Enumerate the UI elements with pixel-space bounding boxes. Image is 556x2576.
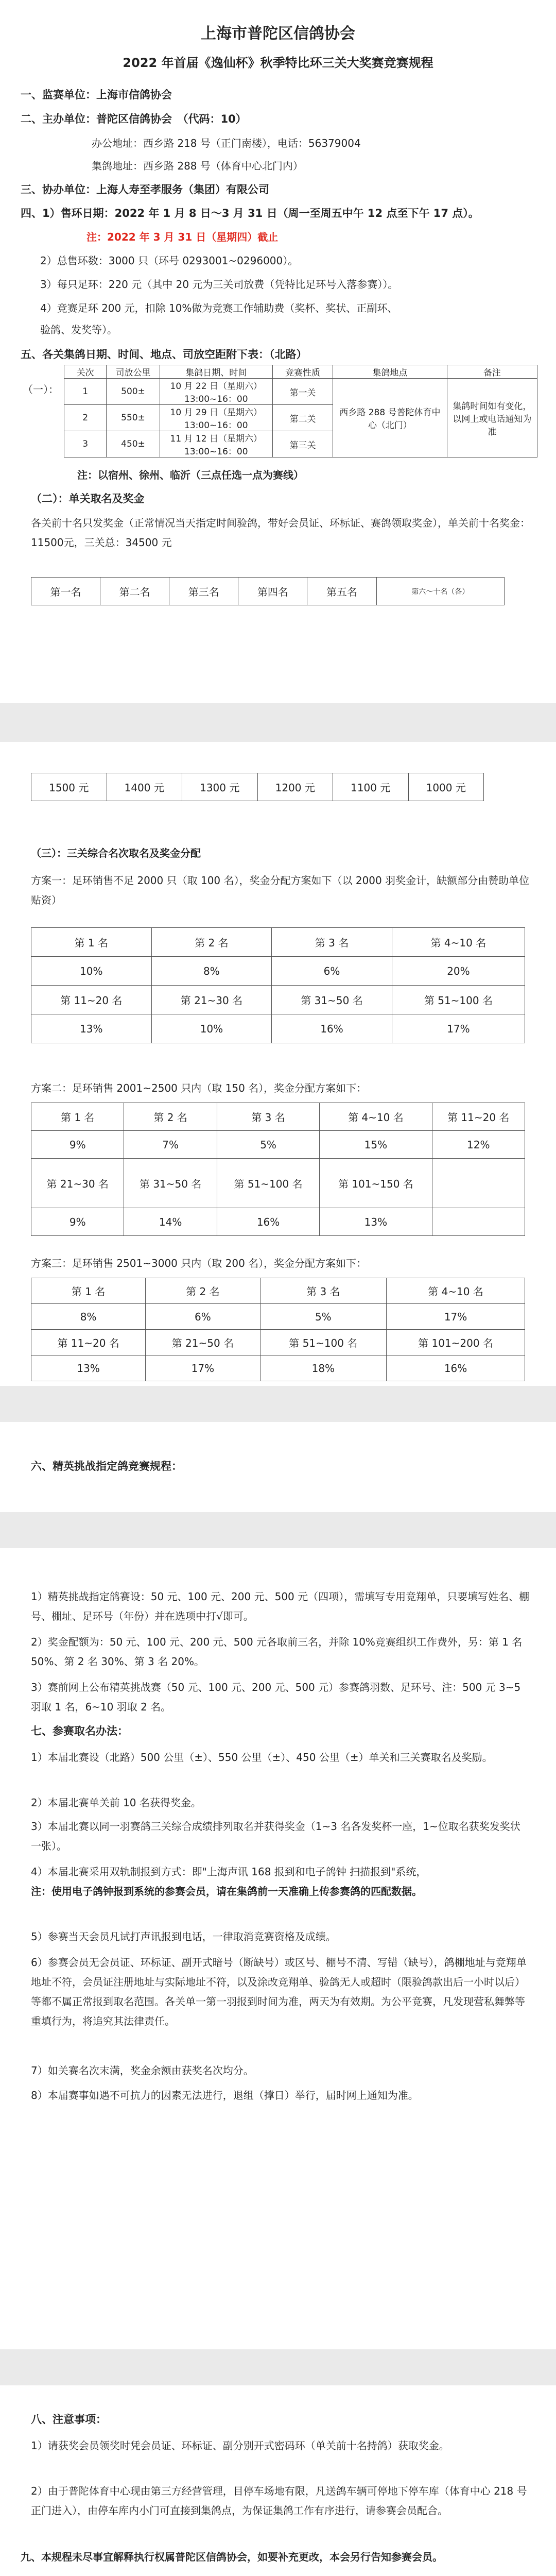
stage-date: 10 月 22 日（星期六） 13:00~16：00 (160, 379, 272, 405)
prize-rank: 第五名 (307, 578, 376, 605)
section-single-prize: （二）：单关取名及奖金 (31, 493, 145, 505)
prize-rank: 第二名 (100, 578, 169, 605)
table-row (31, 1159, 525, 1208)
table-cell: 17% (146, 1355, 260, 1381)
table-cell: 第 21~50 名 (146, 1330, 260, 1355)
prize-value: 1200 元 (257, 773, 333, 801)
table-cell: 第 2 名 (146, 1278, 260, 1304)
table-cell: 12% (432, 1131, 525, 1159)
stage-type: 第三关 (272, 431, 333, 457)
prize-value: 1400 元 (107, 773, 182, 801)
stage-date: 10 月 29 日（星期六） 13:00~16：00 (160, 405, 272, 431)
plan3-text: 方案三：足环销售 2501~3000 只内（取 200 名），奖金分配方案如下： (31, 1257, 367, 1269)
ranking-rule-8: 8）本届赛事如遇不可抗力的因素无法进行，退组（撑日）举行，届时网上通知为准。 (31, 2089, 419, 2102)
table-cell: 第 4~10 名 (387, 1278, 525, 1304)
schedule-label: （一）： (23, 383, 59, 396)
table-cell: 6% (272, 957, 392, 986)
table-cell: 第 101~200 名 (387, 1330, 525, 1355)
ranking-rule-2: 2）本届北赛单关前 10 名获得奖金。 (31, 1797, 201, 1809)
table-row (31, 1208, 525, 1236)
table-cell: 第 3 名 (217, 1103, 319, 1131)
prize-rank: 第四名 (238, 578, 307, 605)
table-cell: 第 1 名 (31, 1103, 124, 1131)
table-row (31, 986, 525, 1014)
schedule-header-cell: 司放公里 (107, 365, 160, 379)
elite-rule-2: 2）奖金配额为：50 元、100 元、200 元、500 元各取前三名，并除 10%竞赛组织工作费外，另：第 1 名 50%、第 2 名 30%、第 3 名 20%。 (31, 1636, 523, 1668)
table-row (31, 1330, 525, 1355)
table-cell: 16% (272, 1014, 392, 1043)
table-cell: 8% (151, 957, 272, 986)
table-cell: 5% (217, 1131, 319, 1159)
plan1-table (31, 927, 525, 1043)
table-cell: 17% (392, 1014, 525, 1043)
collection-place: 西乡路 288 号普陀体育中心（北门） (333, 379, 447, 457)
section-combined-prize: （三）：三关综合名次取名及奖金分配 (31, 847, 201, 859)
table-row (64, 379, 537, 405)
section-schedule: 五、各关集鸽日期、时间、地点、司放空距附下表：（北路） (21, 348, 307, 361)
notes-rule-1: 1）请获奖会员领奖时凭会员证、环标证、副分别开式密码环（单关前十名持鸽）获取奖金。 (31, 2439, 449, 2452)
table-cell: 5% (260, 1304, 387, 1330)
table-cell: 13% (31, 1355, 146, 1381)
stage-type: 第二关 (272, 405, 333, 431)
section-organizer: 二、主办单位：普陀区信鸽协会 （代码：10） (21, 113, 247, 125)
ranking-rule-4b: 注：使用电子鸽钟报到系统的参赛会员，请在集鸽前一天准确上传参赛鸽的匹配数据。 (31, 1885, 422, 1897)
section-coorganizer: 三、协办单位：上海人寿至孝服务（集团）有限公司 (21, 183, 269, 196)
prize-value: 1100 元 (333, 773, 409, 801)
doc-subtitle: 2022 年首届《逸仙杯》秋季特比环三关大奖赛竞赛规程 (123, 56, 433, 70)
table-cell: 17% (387, 1304, 525, 1330)
prize-value: 1500 元 (31, 773, 107, 801)
table-row (31, 1103, 525, 1131)
schedule-header-cell: 竞赛性质 (272, 365, 333, 379)
prize-value: 1300 元 (182, 773, 258, 801)
ranking-rule-4a: 4）本届北赛采用双轨制报到方式：即"上海声讯 168 报到和电子鸽钟 扫描报到"系统， (31, 1866, 427, 1878)
table-cell: 10% (151, 1014, 272, 1043)
stage-number: 2 (64, 405, 107, 431)
table-cell: 第 11~20 名 (432, 1103, 525, 1131)
stage-number: 3 (64, 431, 107, 457)
section-notes: 八、注意事项： (31, 2413, 107, 2426)
ring-price: 3）每只足环：220 元（其中 20 元为三关司放费（凭特比足环号入落参赛））。 (40, 278, 398, 291)
section-supervisor: 一、监赛单位：上海市信鸽协会 (21, 89, 172, 101)
stage-type: 第一关 (272, 379, 333, 405)
table-cell: 第 1 名 (31, 928, 152, 957)
elite-rule-1: 1）精英挑战指定鸽赛设：50 元、100 元、200 元、500 元（四项），需填写专用竞翔单，只要填写姓名、棚号、棚址、足环号（年份）并在选项中打√即可。 (31, 1590, 530, 1622)
table-row (31, 957, 525, 986)
table-cell: 16% (217, 1208, 319, 1236)
ring-fee-a: 4）竞赛足环 200 元，扣除 10%做为竞赛工作辅助费（奖杯、奖状、正副环、 (40, 302, 398, 314)
ring-sale-deadline: 注：2022 年 3 月 31 日（星期四）截止 (86, 231, 279, 243)
table-cell: 16% (387, 1355, 525, 1381)
route-note: 注：以宿州、徐州、临沂（三点任选一点为赛线） (77, 469, 304, 481)
schedule-remark: 集鸽时间如有变化，以网上或电话通知为准 (447, 379, 537, 457)
prize-values-table (31, 773, 484, 801)
table-cell: 10% (31, 957, 152, 986)
section-elite: 六、精英挑战指定鸽竞赛规程： (31, 1460, 182, 1472)
page-gap (0, 1512, 556, 1548)
schedule-header-cell: 集鸽日期、时间 (160, 365, 272, 379)
table-cell: 第 51~100 名 (260, 1330, 387, 1355)
table-cell: 13% (31, 1014, 152, 1043)
table-cell: 第 31~50 名 (124, 1159, 217, 1208)
table-row (31, 773, 484, 801)
ring-total: 2）总售环数：3000 只（环号 0293001~0296000）。 (40, 255, 299, 267)
table-cell: 第 11~20 名 (31, 1330, 146, 1355)
section-interpretation: 九、本规程未尽事宜解释执行权属普陀区信鸽协会，如要补充更改，本会另行告知参赛会员。 (21, 2551, 443, 2563)
plan2-text: 方案二：足环销售 2001~2500 只内（取 150 名），奖金分配方案如下： (31, 1082, 367, 1094)
ring-fee-b: 验鸽、发奖等）。 (40, 324, 117, 336)
prize-names-table (31, 577, 505, 605)
schedule-header-cell: 集鸽地点 (333, 365, 447, 379)
ranking-rule-7: 7）如关赛名次末满，奖金余额由获奖名次均分。 (31, 2064, 254, 2077)
plan2-table (31, 1103, 525, 1236)
schedule-table (64, 365, 537, 457)
plan1-text: 方案一：足环销售不足 2000 只（取 100 名），奖金分配方案如下（以 2000 羽奖金计，缺额部分由赞助单位贴资） (31, 874, 530, 906)
table-cell: 7% (124, 1131, 217, 1159)
table-cell: 第 2 名 (124, 1103, 217, 1131)
table-cell: 14% (124, 1208, 217, 1236)
prize-rank: 第一名 (31, 578, 100, 605)
table-row (31, 1304, 525, 1330)
table-cell: 第 3 名 (260, 1278, 387, 1304)
table-cell: 8% (31, 1304, 146, 1330)
page-gap (0, 703, 556, 742)
table-cell: 18% (260, 1355, 387, 1381)
page-gap (0, 1386, 556, 1422)
table-row (31, 1278, 525, 1304)
notes-rule-2: 2）由于普陀体育中心现由第三方经营管理，目停车场地有限，凡送鸽车辆可停地下停车库（体育中心 218 号正门进入），由停车库内小门可直接到集鸽点，为保证集鸽工作有序进行，请参赛会员配合。 (31, 2485, 527, 2517)
table-cell: 第 101~150 名 (320, 1159, 432, 1208)
table-cell: 第 2 名 (151, 928, 272, 957)
table-row (31, 1131, 525, 1159)
table-cell: 第 21~30 名 (151, 986, 272, 1014)
table-cell (432, 1159, 525, 1208)
ranking-rule-5: 5）参赛当天会员凡试打声讯报到电话，一律取消竞赛资格及成绩。 (31, 1930, 336, 1943)
schedule-header-cell: 备注 (447, 365, 537, 379)
page-gap (0, 2349, 556, 2385)
table-cell: 9% (31, 1131, 124, 1159)
table-row (31, 1355, 525, 1381)
plan3-table (31, 1278, 525, 1381)
table-cell (432, 1208, 525, 1236)
table-cell: 20% (392, 957, 525, 986)
table-cell: 第 3 名 (272, 928, 392, 957)
table-cell: 第 21~30 名 (31, 1159, 124, 1208)
stage-date: 11 月 12 日（星期六） 13:00~16：00 (160, 431, 272, 457)
doc-title: 上海市普陀区信鸽协会 (201, 25, 355, 43)
table-cell: 第 1 名 (31, 1278, 146, 1304)
table-cell: 13% (320, 1208, 432, 1236)
ring-sale-date: 四、1）售环日期：2022 年 1 月 8 日～3 月 31 日（周一至周五中午 12 点至下午 17 点）。 (21, 207, 479, 219)
prize-rank: 第六～十名（各） (376, 578, 504, 605)
office-address: 办公地址：西乡路 218 号（正门南楼），电话：56379004 (92, 137, 361, 149)
table-cell: 第 51~100 名 (392, 986, 525, 1014)
pigeon-address: 集鸽地址：西乡路 288 号（体育中心北门内） (92, 160, 303, 172)
elite-rule-3: 3）赛前网上公布精英挑战赛（50 元、100 元、200 元、500 元）参赛鸽羽数、足环号、注：500 元 3~5 羽取 1 名，6~10 羽取 2 名。 (31, 1681, 521, 1713)
single-prize-text: 各关前十名只发奖金（正常情况当天指定时间验鸽，带好会员证、环标证、赛鸽领取奖金），单关前十名奖金：11500元，三关总：34500 元 (31, 517, 530, 549)
ranking-rule-6: 6）参赛会员无会员证、环标证、副开式暗号（断缺号）或区号、棚号不清、写错（缺号），鸽棚地址与竞翔单地址不符，会员证注册地址与实际地址不符，以及涂改竞翔单、验鸽无人或超时（限验鸽款出后一小时以后）等都不属正常报到取名范围。各关单一第一羽报到时间为准，两天为有效期。为公平竞赛，凡发现营私舞弊等重填行为，将追究其法律责任。 (31, 1956, 527, 2027)
stage-distance: 450± (107, 431, 160, 457)
table-cell: 第 11~20 名 (31, 986, 152, 1014)
table-cell: 15% (320, 1131, 432, 1159)
table-cell: 第 4~10 名 (320, 1103, 432, 1131)
stage-number: 1 (64, 379, 107, 405)
table-row (31, 928, 525, 957)
table-row (31, 1014, 525, 1043)
ranking-rule-1: 1）本届北赛设（北路）500 公里（±）、550 公里（±）、450 公里（±）单关和三关赛取名及奖励。 (31, 1751, 493, 1764)
table-row (31, 578, 505, 605)
prize-value: 1000 元 (408, 773, 484, 801)
prize-rank: 第三名 (169, 578, 238, 605)
table-cell: 第 51~100 名 (217, 1159, 319, 1208)
table-cell: 第 31~50 名 (272, 986, 392, 1014)
table-cell: 9% (31, 1208, 124, 1236)
stage-distance: 550± (107, 405, 160, 431)
ranking-rule-3: 3）本届北赛以同一羽赛鸽三关综合成绩排列取名并获得奖金（1~3 名各发奖杯一座，1~位取名获奖发奖状一张）。 (31, 1820, 520, 1852)
stage-distance: 500± (107, 379, 160, 405)
schedule-header-cell: 关次 (64, 365, 107, 379)
section-ranking: 七、参赛取名办法： (31, 1725, 128, 1737)
table-cell: 第 4~10 名 (392, 928, 525, 957)
table-cell: 6% (146, 1304, 260, 1330)
